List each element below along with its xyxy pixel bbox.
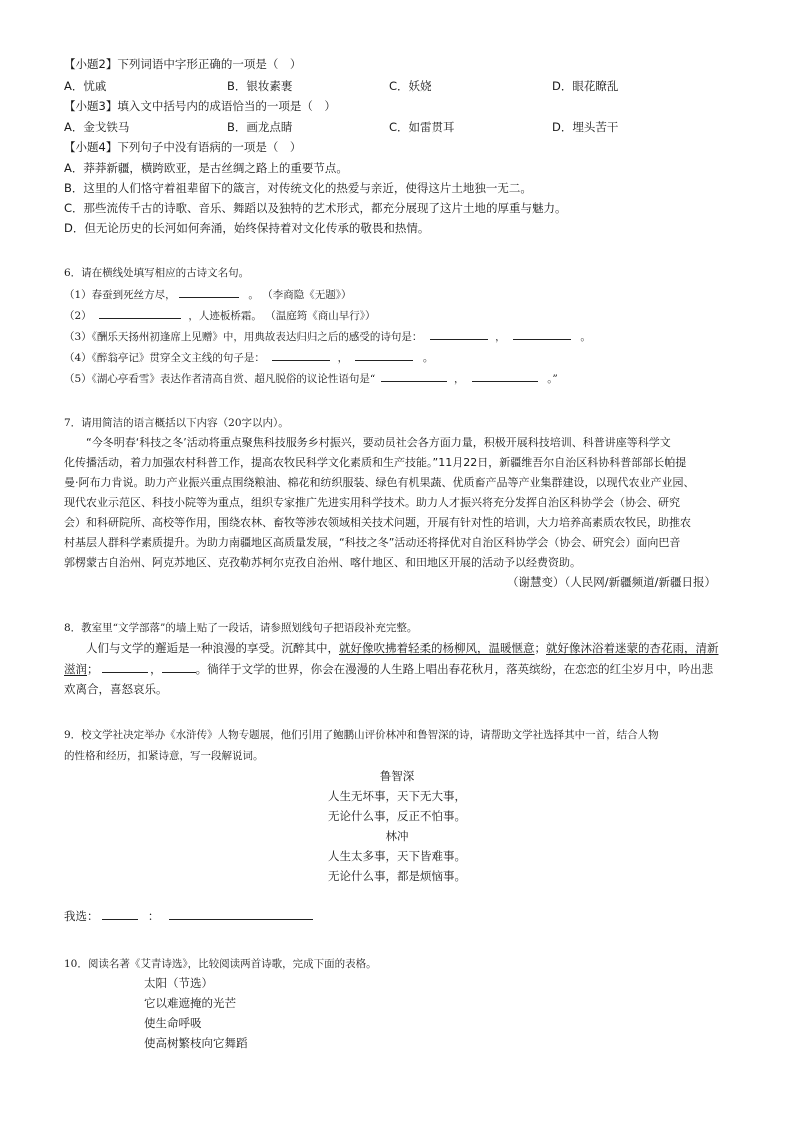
- q10-poem-line: 它以难遮掩的光芒: [144, 996, 236, 1010]
- q6-item-1-source: （李商隐《无题》）: [262, 289, 352, 301]
- answer-blank[interactable]: [381, 368, 447, 382]
- q8-text: ；: [87, 662, 99, 676]
- q2-option-a: A．忧戚: [64, 79, 107, 93]
- answer-blank[interactable]: [99, 305, 181, 319]
- q6-item-3-end: 。: [580, 331, 591, 343]
- q3-option-b: B．画龙点睛: [227, 120, 293, 134]
- q8-text: 。徜徉于文学的世界，你会在漫漫的人生路上唱出春花秋月，落英缤纷，在恋恋的红尘岁月中，吟出悲: [195, 662, 714, 676]
- q8-line-3: 欢离合，喜怒哀乐。: [64, 682, 168, 696]
- q6-item-5: [64, 368, 558, 389]
- q9-poem-line: 人生无坏事，天下无大事，: [328, 789, 466, 803]
- q6-item-2: [64, 305, 375, 326]
- q6-item-1: [64, 284, 351, 305]
- q7-paragraph-line: 村基层人群科学素质提升。为助力南疆地区高质量发展，“科技之冬”活动还将择优对自治区科协学会（协会、研究会）面向巴音: [64, 536, 681, 549]
- q8-text: ；: [534, 641, 546, 655]
- q7-source: （谢慧变）（人民网/新疆频道/新疆日报）: [507, 575, 716, 589]
- q7-paragraph-line: 现代农业示范区、科技小院等为重点，组织专家推广先进实用科学技术。助力人才振兴将充分发挥自治区科协学会（协会、研究: [64, 496, 680, 509]
- q3-option-a: A．金戈铁马: [64, 120, 130, 134]
- q9-poem-line: 人生太多事，天下皆难事。: [328, 849, 466, 863]
- q9-colon: ：: [147, 909, 160, 923]
- answer-blank[interactable]: [102, 906, 138, 920]
- answer-blank[interactable]: [179, 284, 239, 298]
- q6-title: 6．请在横线处填写相应的古诗文名句。: [64, 267, 250, 279]
- q8-underlined-sentence: 就好像沐浴着迷蒙的杏花雨，清新: [546, 641, 719, 655]
- answer-blank[interactable]: [102, 659, 148, 673]
- q7-paragraph-line: 曼·阿布力肯说。助力产业振兴重点围绕粮油、棉花和纺织服装、绿色有机果蔬、优质畜产品等产业集群建设，以现代农业产业园、: [64, 476, 695, 489]
- q6-item-4-sep: ，: [337, 352, 349, 364]
- q9-poem-title-lin: 林冲: [385, 829, 409, 843]
- q2-option-c: C．妖娆: [389, 79, 432, 93]
- q4-option-b: B．这里的人们恪守着祖辈留下的箴言，对传统文化的热爱与亲近，使得这片土地独一无二。: [64, 181, 532, 195]
- q6-item-1-text: （1）春蚕到死丝方尽，: [64, 289, 176, 301]
- answer-blank[interactable]: [272, 347, 330, 361]
- q6-item-3-text: （3）《酬乐天扬州初逢席上见赠》中，用典故表达归归之后的感受的诗句是：: [64, 331, 423, 343]
- q9-title-line-1: 9．校文学社决定举办《水浒传》人物专题展，他们引用了鲍鹏山评价林冲和鲁智深的诗，请帮助文学社选择其中一首，结合人物: [64, 729, 659, 741]
- answer-blank[interactable]: [472, 368, 538, 382]
- q6-item-5-text: （5）《湖心亭看雪》表达作者清高自赏、超凡脱俗的议论性语句是“: [64, 373, 376, 385]
- q7-paragraph-line: 化传播活动，着力加强农村科普工作，提高农牧民科学文化素质和生产技能。”11月22日，新疆维吾尔自治区科协科普部部长帕提: [64, 456, 687, 469]
- q3-prompt: 【小题3】填入文中括号内的成语恰当的一项是（ ）: [64, 99, 336, 113]
- q6-item-5-end: 。”: [547, 373, 558, 385]
- q6-item-3: [64, 326, 591, 347]
- q7-paragraph-line: 会）和科研院所、高校等作用，围绕农林、畜牧等涉农领域相关技术问题，开展有针对性的培训，大力培养高素质农牧民，助推农: [64, 516, 691, 529]
- q3-option-c: C．如雷贯耳: [389, 120, 455, 134]
- q9-poem-title-lu: 鲁智深: [379, 769, 415, 783]
- answer-blank[interactable]: [430, 326, 488, 340]
- q8-text: ，: [150, 662, 162, 676]
- q10-poem-title: 太阳（节选）: [144, 976, 213, 990]
- q6-item-2-punct: ，人迹板桥霜。: [188, 310, 262, 322]
- q9-poem-line: 无论什么事，反正不怕事。: [328, 809, 466, 823]
- q10-poem-line: 使生命呼吸: [144, 1016, 202, 1030]
- q6-item-3-sep: ，: [495, 331, 506, 343]
- q8-line-2: [64, 659, 713, 679]
- q7-paragraph-line: “今冬明春‘科技之冬’活动将重点聚焦科技服务乡村振兴，要动员社会各方面力量，积极开展科技培训、科普讲座等科学文: [86, 436, 671, 449]
- q6-item-4: [64, 347, 433, 368]
- q10-poem-line: 使高树繁枝向它舞蹈: [144, 1036, 248, 1050]
- q9-choose-label: 我选：: [64, 909, 99, 923]
- q6-item-5-sep: ，: [454, 373, 465, 385]
- answer-blank[interactable]: [169, 906, 313, 920]
- q4-prompt: 【小题4】下列句子中没有语病的一项是（ ）: [64, 140, 302, 154]
- q8-underlined-sentence: 滋润: [64, 662, 87, 676]
- q2-option-b: B．银妆素裹: [227, 79, 293, 93]
- q7-paragraph-line: 郭楞蒙古自治州、阿克苏地区、克孜勒苏柯尔克孜自治州、喀什地区、和田地区开展的活动予以经费资助。: [64, 556, 581, 569]
- q8-line-1: [86, 638, 719, 658]
- q6-item-2-source: （温庭筠《商山早行》）: [265, 310, 376, 322]
- answer-blank[interactable]: [355, 347, 413, 361]
- q10-title: 10．阅读名著《艾青诗选》，比较阅读两首诗歌，完成下面的表格。: [64, 958, 377, 970]
- q6-item-1-punct: 。: [248, 289, 259, 301]
- q4-option-d: D．但无论历史的长河如何奔涌，始终保持着对文化传承的敬畏和热情。: [64, 221, 430, 235]
- answer-blank[interactable]: [162, 659, 196, 673]
- q2-prompt: 【小题2】下列词语中字形正确的一项是（ ）: [64, 57, 302, 71]
- answer-blank[interactable]: [513, 326, 571, 340]
- q7-title: 7．请用简洁的语言概括以下内容（20字以内）。: [64, 417, 289, 429]
- q2-option-d: D．眼花瞭乱: [552, 79, 619, 93]
- q9-poem-line: 无论什么事，都是烦恼事。: [328, 869, 466, 883]
- q4-option-c: C．那些流传千古的诗歌、音乐、舞蹈以及独特的艺术形式，都充分展现了这片土地的厚重与魅力。: [64, 201, 567, 215]
- q4-option-a: A．莽莽新疆，横跨欧亚，是古丝绸之路上的重要节点。: [64, 161, 348, 175]
- q8-title: 8．教室里“文学部落”的墙上贴了一段话，请参照划线句子把语段补充完整。: [64, 622, 418, 634]
- q9-title-line-2: 的性格和经历，扣紧诗意，写一段解说词。: [64, 750, 264, 762]
- q9-choice-line: [64, 906, 313, 926]
- q6-item-4-text: （4）《醉翁亭记》贯穿全文主线的句子是：: [64, 352, 265, 364]
- q6-item-4-end: 。: [422, 352, 434, 364]
- q3-option-d: D．埋头苦干: [552, 120, 619, 134]
- q8-text: 人们与文学的邂逅是一种浪漫的享受。沉醉其中，: [86, 641, 339, 655]
- q6-item-2-text: （2）: [64, 310, 92, 322]
- q8-underlined-sentence: 就好像吹拂着轻柔的杨柳风，温暖惬意: [339, 641, 535, 655]
